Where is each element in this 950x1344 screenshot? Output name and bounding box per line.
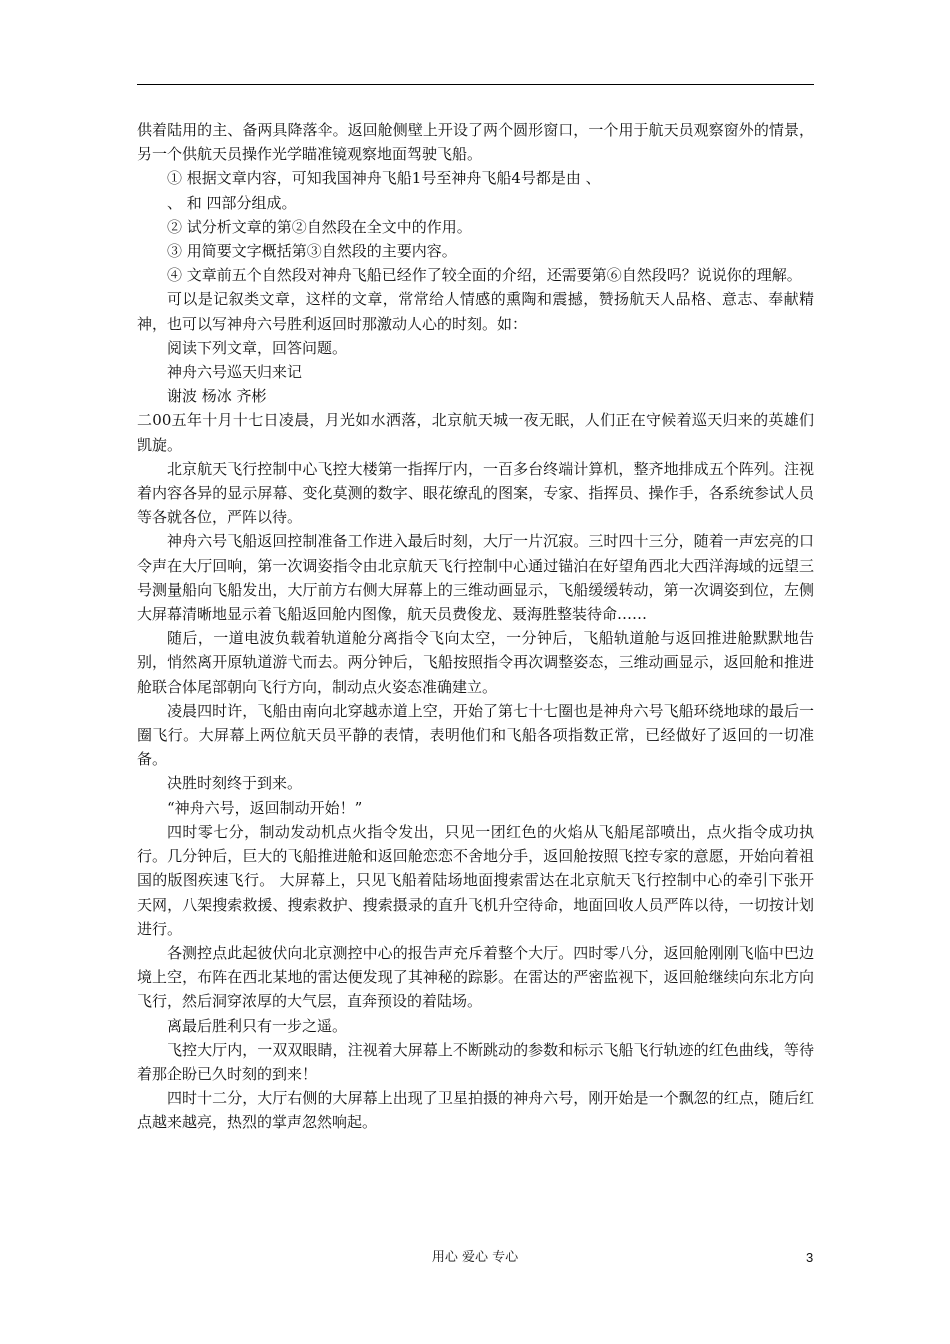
document-body [137, 118, 814, 1135]
page-number: 3 [806, 1250, 814, 1265]
header-rule [137, 84, 814, 85]
paragraph: 可以是记叙类文章，这样的文章，常常给人情感的熏陶和震撼，赞扬航天人品格、意志、奉献精神，也可以写神舟六号胜利返回时那激动人心的时刻。如： [137, 290, 814, 333]
paragraph: 决胜时刻终于到来。 [167, 774, 303, 793]
paragraph: 凌晨四时许，飞船由南向北穿越赤道上空，开始了第七十七圈也是神舟六号飞船环绕地球的最后一圈飞行。大屏幕上两位航天员平静的表情，表明他们和飞船各项指数正常，已经做好了返回的一切准备。 [137, 701, 814, 769]
paragraph: “神舟六号，返回制动开始！” [167, 798, 363, 817]
paragraph: ③ 用简要文字概括第③自然段的主要内容。 [167, 242, 457, 261]
paragraph: 离最后胜利只有一步之遥。 [167, 1016, 348, 1035]
paragraph: 飞控大厅内，一双双眼睛，注视着大屏幕上不断跳动的参数和标示飞船飞行轨迹的红色曲线，等待着那企盼已久时刻的到来！ [137, 1040, 814, 1083]
paragraph: 供着陆用的主、备两具降落伞。返回舱侧壁上开设了两个圆形窗口，一个用于航天员观察窗外的情景，另一个供航天员操作光学瞄准镜观察地面驾驶飞船。 [137, 121, 814, 164]
paragraph: 、 和 四部分组成。 [167, 193, 297, 212]
paragraph: 阅读下列文章，回答问题。 [167, 338, 348, 357]
paragraph: 神舟六号巡天归来记 [167, 363, 303, 382]
paragraph: 二00五年十月十七日凌晨，月光如水洒落，北京航天城一夜无眠，人们正在守候着巡天归来的英雄们凯旋。 [137, 411, 814, 454]
paragraph: ④ 文章前五个自然段对神舟飞船已经作了较全面的介绍，还需要第⑥自然段吗？说说你的理解。 [167, 266, 802, 285]
paragraph: 各测控点此起彼伏向北京测控中心的报告声充斥着整个大厅。四时零八分，返回舱刚刚飞临中巴边境上空，布阵在西北某地的雷达便发现了其神秘的踪影。在雷达的严密监视下，返回舱继续向东北方向飞行，然后洞穿浓厚的大气层，直奔预设的着陆场。 [137, 943, 814, 1011]
paragraph: 北京航天飞行控制中心飞控大楼第一指挥厅内，一百多台终端计算机，整齐地排成五个阵列。注视着内容各异的显示屏幕、变化莫测的数字、眼花缭乱的图案，专家、指挥员、操作手，各系统参试人员等各就各位，严阵以待。 [137, 459, 814, 527]
paragraph: ① 根据文章内容，可知我国神舟飞船1号至神舟飞船4号都是由 、 [167, 169, 601, 188]
paragraph: ② 试分析文章的第②自然段在全文中的作用。 [167, 217, 472, 236]
paragraph: 四时零七分，制动发动机点火指令发出，只见一团红色的火焰从飞船尾部喷出，点火指令成功执行。几分钟后，巨大的飞船推进舱和返回舱恋恋不舍地分手，返回舱按照飞控专家的意愿，开始向着祖国的版图疾速飞行。 大屏幕上，只见飞船着陆场地面搜索雷达在北京航天飞行控制中心的牵引下张开天网，八架搜索救援、搜索救护、搜索摄录的直升飞机升空待命，地面回收人员严阵以待，一切按计划进行。 [137, 822, 814, 938]
footer-motto: 用心 爱心 专心 [431, 1250, 519, 1265]
paragraph: 谢波 杨冰 齐彬 [167, 387, 267, 406]
paragraph: 神舟六号飞船返回控制准备工作进入最后时刻，大厅一片沉寂。三时四十三分，随着一声宏亮的口令声在大厅回响，第一次调姿指令由北京航天飞行控制中心通过锚泊在好望角西北大西洋海域的远望三号测量船向飞船发出，大厅前方右侧大屏幕上的三维动画显示，飞船缓缓转动，第一次调姿到位，左侧大屏幕清晰地显示着飞船返回舱内图像，航天员费俊龙、聂海胜整装待命…… [137, 532, 814, 624]
paragraph: 随后，一道电波负载着轨道舱分离指令飞向太空，一分钟后，飞船轨道舱与返回推进舱默默地告别，悄然离开原轨道游弋而去。两分钟后，飞船按照指令再次调整姿态，三维动画显示，返回舱和推进舱联合体尾部朝向飞行方向，制动点火姿态准确建立。 [137, 629, 814, 696]
paragraph: 四时十二分，大厅右侧的大屏幕上出现了卫星拍摄的神舟六号，刚开始是一个飘忽的红点，随后红点越来越亮，热烈的掌声忽然响起。 [137, 1089, 814, 1132]
